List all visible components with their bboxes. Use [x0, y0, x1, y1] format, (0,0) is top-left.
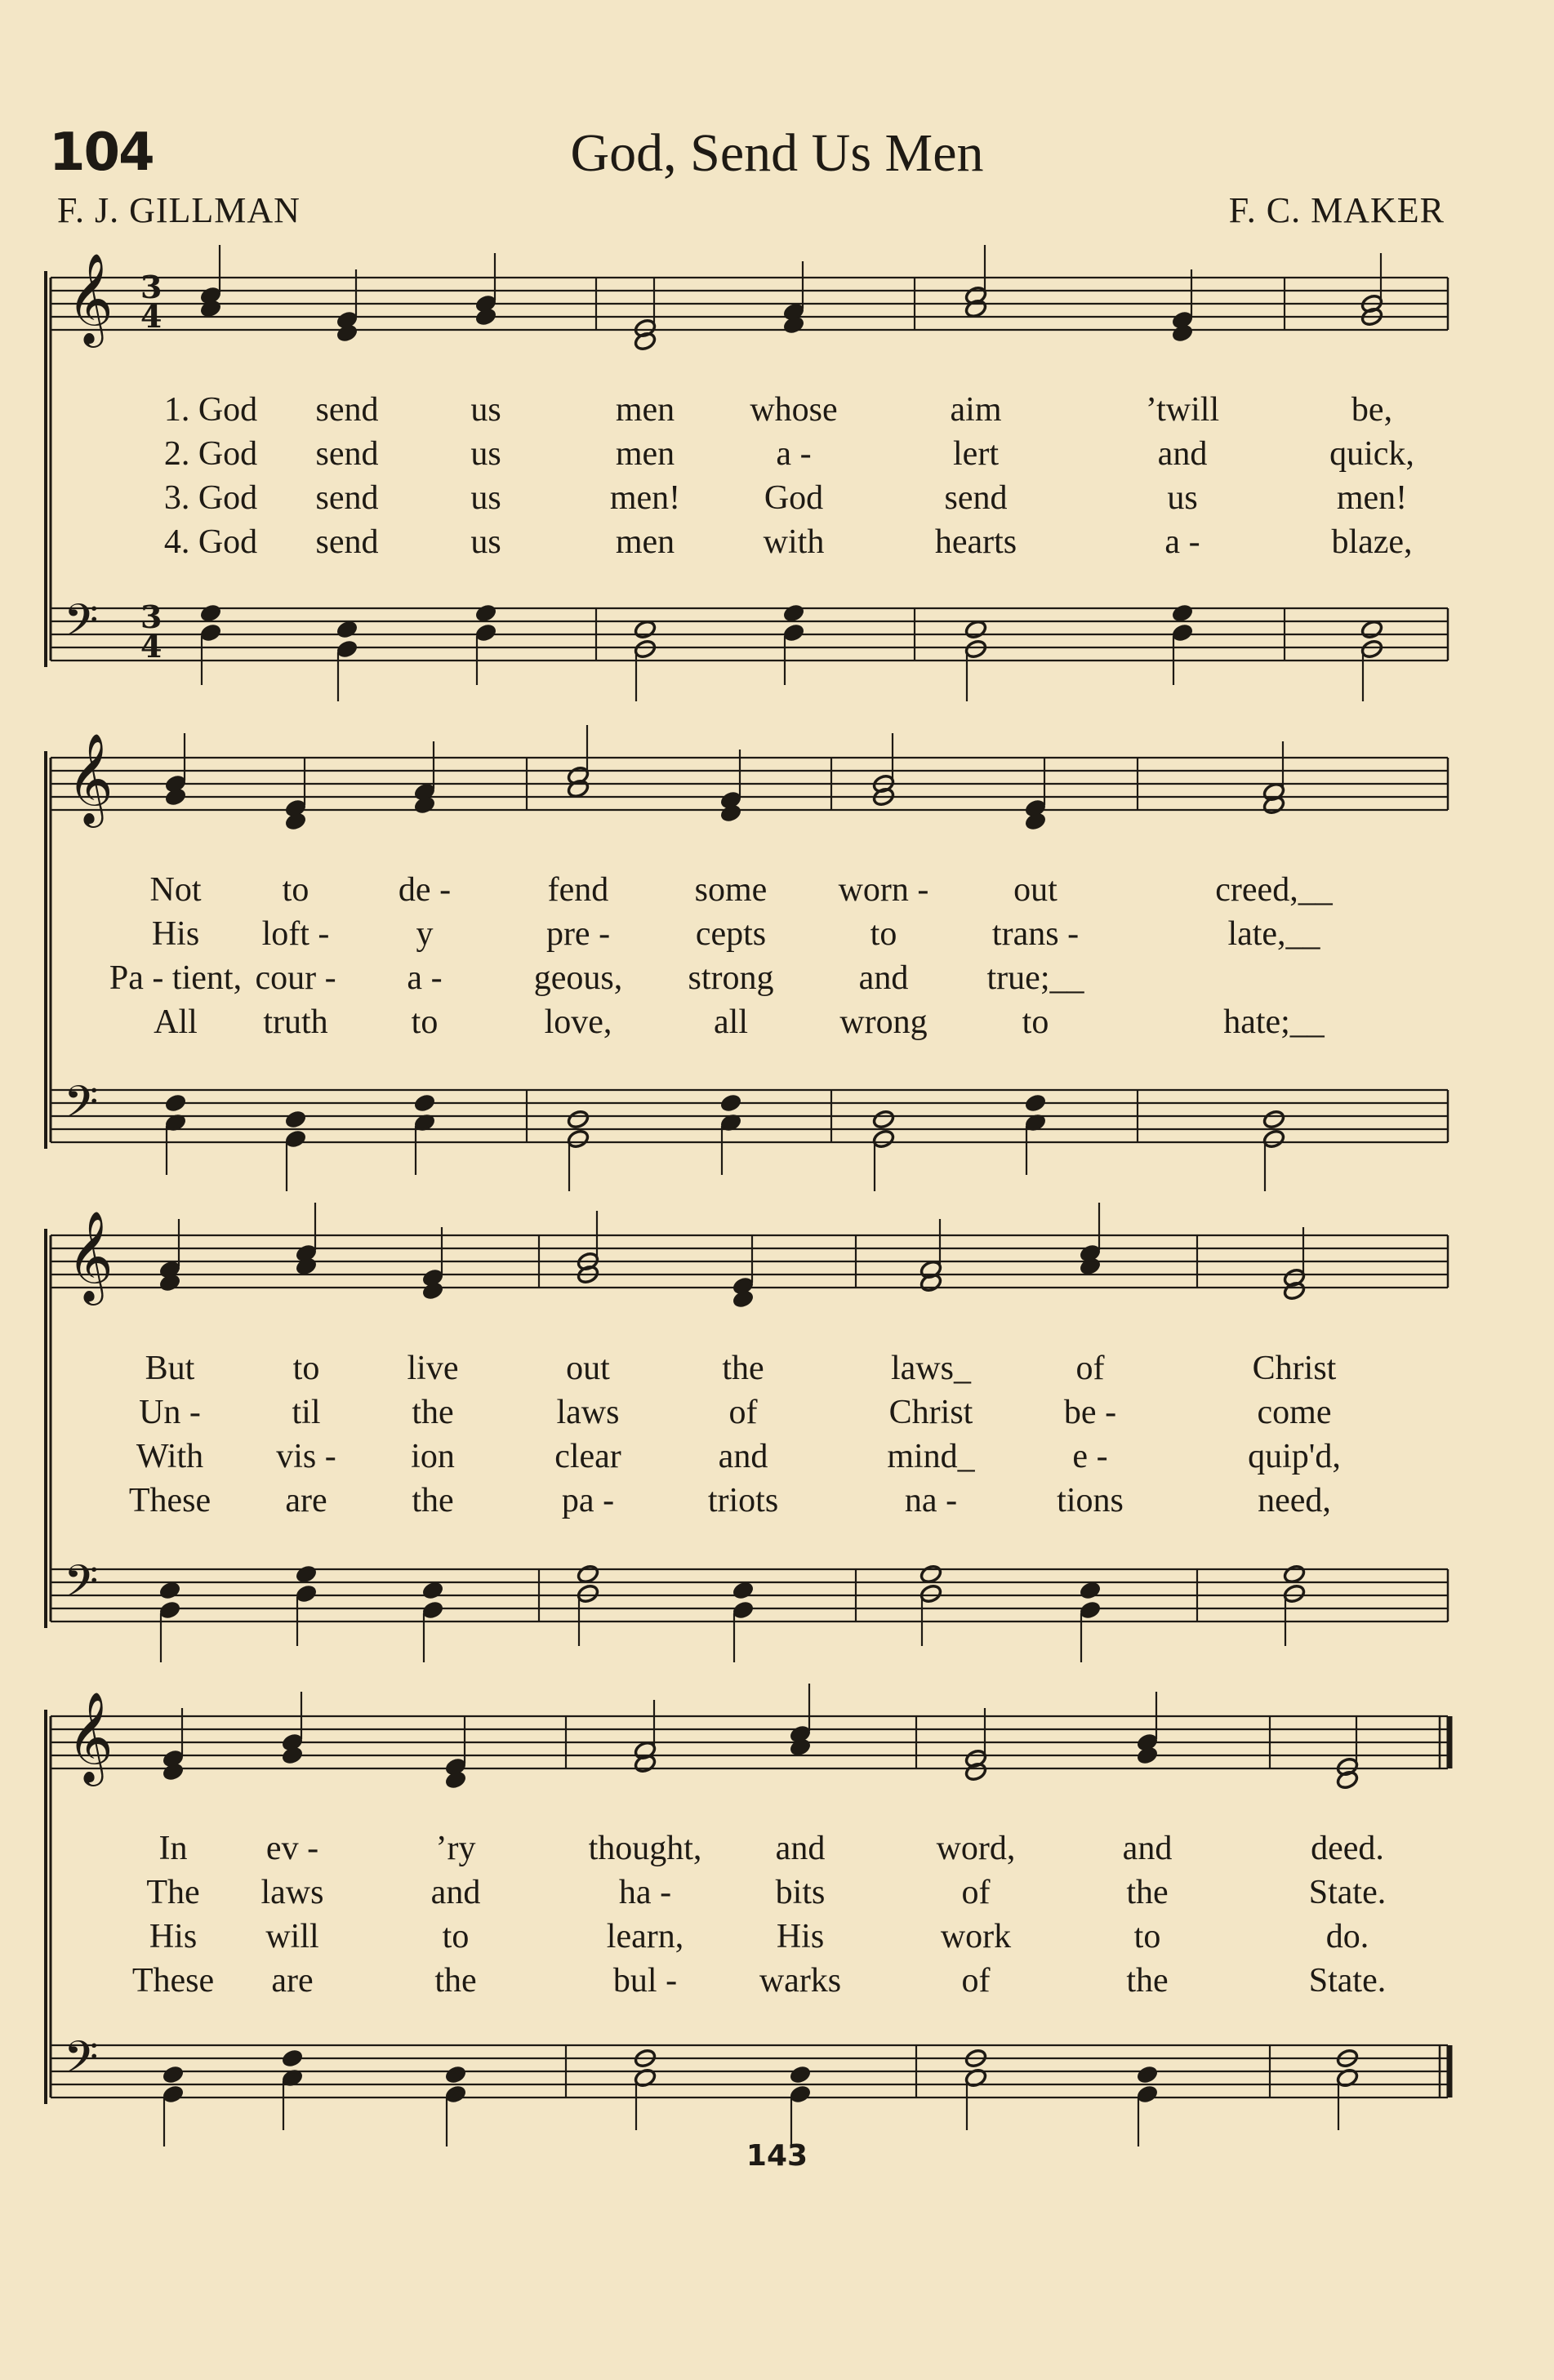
- lyric-syllable: some: [694, 871, 768, 909]
- lyric-syllable: warks: [759, 1962, 842, 2000]
- lyric-syllable: His: [776, 1918, 825, 1955]
- composer-credit: F. C. MAKER: [1228, 190, 1445, 230]
- lyric-syllable: strong: [688, 959, 774, 997]
- lyric-syllable: aim: [950, 391, 1002, 429]
- lyric-syllable: word,: [936, 1830, 1016, 1867]
- lyric-syllable: to: [1022, 1003, 1049, 1041]
- lyric-syllable: the: [1126, 1874, 1169, 1911]
- lyric-syllable: out: [1013, 871, 1058, 909]
- lyric-syllable: be,: [1351, 391, 1393, 429]
- lyric-syllable: send: [315, 391, 379, 429]
- bass-notehead: [1024, 1092, 1048, 1114]
- lyric-syllable: to: [442, 1918, 470, 1955]
- lyric-syllable: are: [271, 1962, 314, 2000]
- lyric-syllable: Un -: [139, 1394, 201, 1431]
- lyric-syllable: truth: [263, 1003, 328, 1041]
- lyric-syllable: geous,: [533, 959, 623, 997]
- lyric-syllable: to: [1133, 1918, 1161, 1955]
- lyric-syllable: State.: [1308, 1874, 1387, 1911]
- lyric-syllable: loft -: [261, 915, 330, 953]
- lyric-syllable: til: [292, 1394, 321, 1431]
- lyric-syllable: ion: [411, 1438, 455, 1475]
- lyric-syllable: lert: [953, 435, 999, 473]
- lyric-syllable: cour -: [255, 959, 336, 997]
- lyric-syllable: quick,: [1329, 435, 1414, 473]
- lyric-syllable: State.: [1308, 1962, 1387, 2000]
- lyric-syllable: y: [416, 915, 434, 953]
- bass-notehead: [872, 1109, 896, 1130]
- lyric-syllable: be -: [1063, 1394, 1117, 1431]
- lyric-syllable: Christ: [1252, 1350, 1337, 1387]
- lyric-syllable: the: [722, 1350, 764, 1387]
- lyric-syllable: late,__: [1227, 915, 1320, 953]
- lyric-syllable: Christ: [888, 1394, 973, 1431]
- lyric-syllable: laws_: [891, 1350, 971, 1387]
- bass-clef-icon: 𝄢: [64, 1555, 99, 1618]
- lyric-syllable: love,: [544, 1003, 612, 1041]
- lyric-syllable: send: [315, 523, 379, 561]
- lyric-syllable: men: [615, 523, 675, 561]
- bass-notehead: [164, 1092, 188, 1114]
- lyric-syllable: send: [315, 435, 379, 473]
- lyric-syllable: hearts: [934, 523, 1017, 561]
- lyric-syllable: send: [944, 479, 1008, 517]
- lyric-syllable: In: [158, 1830, 188, 1867]
- lyric-syllable: a -: [1164, 523, 1200, 561]
- lyric-syllable: thought,: [588, 1830, 702, 1867]
- lyric-syllable: us: [470, 435, 501, 473]
- lyric-syllable: all: [714, 1003, 748, 1041]
- lyric-syllable: learn,: [606, 1918, 684, 1955]
- lyric-syllable: to: [870, 915, 897, 953]
- time-signature-bottom: 4: [140, 298, 163, 335]
- lyric-syllable: bul -: [612, 1962, 678, 2000]
- lyric-syllable: wrong: [839, 1003, 928, 1041]
- bass-notehead: [444, 2064, 468, 2085]
- lyric-syllable: creed,__: [1215, 871, 1333, 909]
- lyric-syllable: men: [615, 435, 675, 473]
- lyric-syllable: are: [285, 1482, 327, 1519]
- lyric-syllable: bits: [775, 1874, 826, 1911]
- lyric-syllable: vis -: [276, 1438, 336, 1475]
- lyric-syllable: deed.: [1311, 1830, 1384, 1867]
- lyric-syllable: 3. God: [163, 479, 258, 517]
- lyric-syllable: of: [961, 1962, 991, 2000]
- bass-notehead: [162, 2064, 185, 2085]
- lyric-syllable: of: [1075, 1350, 1105, 1387]
- bass-notehead: [413, 1092, 437, 1114]
- lyric-syllable: live: [407, 1350, 459, 1387]
- lyric-syllable: and: [430, 1874, 481, 1911]
- bass-notehead: [719, 1092, 743, 1114]
- lyric-syllable: 4. God: [163, 523, 258, 561]
- time-signature-treble: [140, 269, 163, 335]
- lyric-syllable: and: [858, 959, 909, 997]
- lyric-syllable: to: [282, 871, 309, 909]
- lyric-syllable: the: [434, 1962, 477, 2000]
- lyric-syllable: men!: [1336, 479, 1408, 517]
- lyric-syllable: whose: [750, 391, 838, 429]
- lyric-syllable: e -: [1072, 1438, 1108, 1475]
- lyric-syllable: fend: [547, 871, 609, 909]
- bass-notehead: [789, 2064, 813, 2085]
- lyric-syllable: triots: [707, 1482, 779, 1519]
- lyric-syllable: ’twill: [1145, 391, 1220, 429]
- lyric-syllable: need,: [1258, 1482, 1331, 1519]
- lyric-syllable: the: [412, 1482, 454, 1519]
- bass-clef-icon: 𝄢: [64, 594, 99, 657]
- lyric-syllable: do.: [1325, 1918, 1369, 1955]
- lyric-syllable: a -: [407, 959, 443, 997]
- lyric-syllable: of: [961, 1874, 991, 1911]
- lyric-syllable: the: [1126, 1962, 1169, 2000]
- lyric-syllable: the: [412, 1394, 454, 1431]
- hymn-number: 104: [49, 122, 154, 183]
- time-signature-top: 3: [140, 269, 163, 305]
- lyric-syllable: come: [1257, 1394, 1332, 1431]
- lyric-syllable: men: [615, 391, 675, 429]
- lyric-syllable: a -: [776, 435, 812, 473]
- treble-clef-icon: 𝄞: [67, 1691, 114, 1782]
- bass-notehead: [1262, 1109, 1286, 1130]
- lyric-syllable: to: [411, 1003, 439, 1041]
- lyric-syllable: to: [292, 1350, 320, 1387]
- lyric-syllable: pre -: [545, 915, 611, 953]
- lyric-syllable: But: [145, 1350, 195, 1387]
- lyric-syllable: With: [136, 1438, 204, 1475]
- lyric-syllable: send: [315, 479, 379, 517]
- lyric-syllable: The: [146, 1874, 200, 1911]
- lyric-syllable: and: [775, 1830, 826, 1867]
- lyric-syllable: ev -: [265, 1830, 319, 1867]
- lyric-syllable: 2. God: [163, 435, 258, 473]
- bass-notehead: [1136, 2064, 1160, 2085]
- lyric-syllable: men!: [609, 479, 681, 517]
- bass-clef-icon: 𝄢: [64, 2031, 99, 2094]
- lyric-syllable: All: [154, 1003, 198, 1041]
- lyric-syllable: trans -: [991, 915, 1080, 953]
- lyric-syllable: will: [265, 1918, 319, 1955]
- lyric-syllable: 1. God: [163, 391, 258, 429]
- treble-clef-icon: 𝄞: [67, 252, 114, 344]
- lyric-syllable: quip'd,: [1248, 1438, 1341, 1475]
- bass-notehead: [567, 1109, 590, 1130]
- lyric-syllable: blaze,: [1331, 523, 1413, 561]
- time-signature-top: 3: [140, 598, 163, 635]
- hymn-title: God, Send Us Men: [570, 123, 984, 183]
- lyric-syllable: and: [718, 1438, 768, 1475]
- author-credit: F. J. GILLMAN: [57, 190, 301, 230]
- lyric-syllable: pa -: [561, 1482, 615, 1519]
- lyric-syllable: us: [470, 479, 501, 517]
- lyric-syllable: us: [470, 523, 501, 561]
- lyric-syllable: cepts: [695, 915, 767, 953]
- treble-clef-icon: 𝄞: [67, 1210, 114, 1301]
- lyric-syllable: laws: [556, 1394, 620, 1431]
- lyric-syllable: clear: [554, 1438, 621, 1475]
- lyric-syllable: out: [566, 1350, 610, 1387]
- lyric-syllable: worn -: [838, 871, 929, 909]
- time-signature-bottom: 4: [140, 628, 163, 665]
- lyric-syllable: tions: [1057, 1482, 1124, 1519]
- lyric-syllable: us: [1167, 479, 1198, 517]
- lyric-syllable: and: [1122, 1830, 1173, 1867]
- lyric-syllable: work: [940, 1918, 1012, 1955]
- lyric-syllable: laws: [260, 1874, 324, 1911]
- lyric-syllable: and: [1157, 435, 1208, 473]
- lyric-syllable: ’ry: [435, 1830, 476, 1867]
- lyric-syllable: ha -: [618, 1874, 672, 1911]
- lyric-syllable: de -: [398, 871, 452, 909]
- lyric-syllable: with: [763, 523, 825, 561]
- lyric-syllable: Not: [149, 871, 202, 909]
- lyric-syllable: These: [131, 1962, 215, 2000]
- lyric-syllable: Pa - tient,: [109, 959, 243, 997]
- bass-notehead: [281, 2048, 305, 2069]
- lyric-syllable: us: [470, 391, 501, 429]
- bass-clef-icon: 𝄢: [64, 1076, 99, 1139]
- lyric-syllable: His: [149, 1918, 198, 1955]
- time-signature-bass: [140, 598, 163, 665]
- lyric-syllable: true;__: [986, 959, 1084, 997]
- lyric-syllable: His: [151, 915, 200, 953]
- bass-notehead: [284, 1109, 308, 1130]
- page-number: 143: [746, 2139, 808, 2173]
- lyric-syllable: God: [764, 479, 824, 517]
- treble-clef-icon: 𝄞: [67, 732, 114, 824]
- lyric-syllable: These: [128, 1482, 212, 1519]
- lyric-syllable: na -: [904, 1482, 958, 1519]
- lyric-syllable: mind_: [887, 1438, 975, 1475]
- lyric-syllable: of: [728, 1394, 758, 1431]
- lyric-syllable: hate;__: [1223, 1003, 1325, 1041]
